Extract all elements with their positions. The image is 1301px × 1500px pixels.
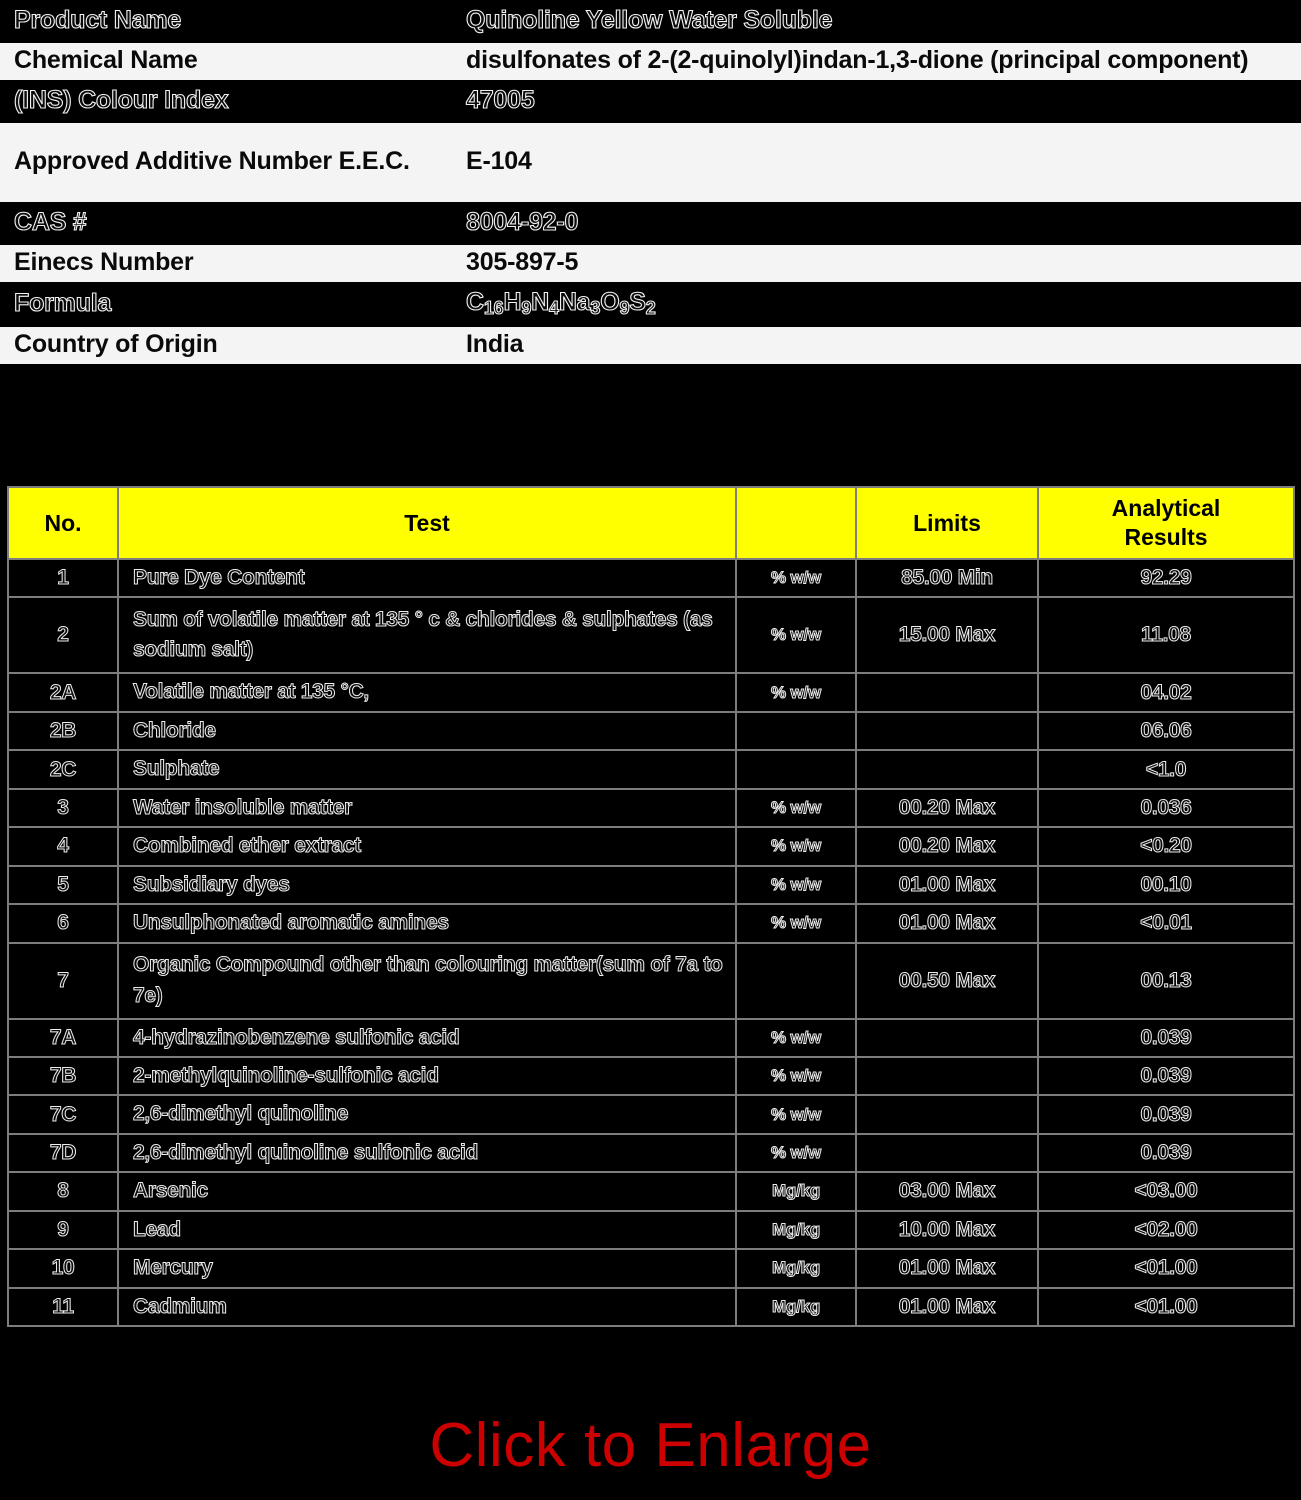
cell-limit [856, 673, 1038, 711]
spec-row [0, 325, 1301, 365]
cell-test: Sulphate [118, 750, 736, 788]
cell-test: Pure Dye Content [118, 559, 736, 597]
cell-result: <02.00 [1038, 1211, 1294, 1249]
cell-no: 7C [8, 1095, 118, 1133]
table-row [8, 1211, 1294, 1249]
column-header-test: Test [118, 487, 736, 559]
spec-row [0, 204, 1301, 244]
spec-label: Einecs Number [0, 244, 456, 284]
cell-test: Lead [118, 1211, 736, 1249]
cell-result: 0.039 [1038, 1095, 1294, 1133]
cell-test: 4-hydrazinobenzene sulfonic acid [118, 1019, 736, 1057]
spec-label: (INS) Colour Index [0, 82, 456, 122]
table-row [8, 1134, 1294, 1172]
cell-limit: 00.20 Max [856, 789, 1038, 827]
cell-limit [856, 1019, 1038, 1057]
cell-unit: % w/w [736, 904, 856, 942]
analytical-results-line-2: Results [1124, 524, 1208, 550]
cell-result: 0.039 [1038, 1019, 1294, 1057]
cell-result: 06.06 [1038, 712, 1294, 750]
cell-test: Subsidiary dyes [118, 866, 736, 904]
product-specification-table [0, 0, 1301, 367]
spec-value: 305-897-5 [456, 244, 1301, 284]
cell-limit: 00.20 Max [856, 827, 1038, 865]
cell-result: 0.039 [1038, 1057, 1294, 1095]
cell-test: Mercury [118, 1249, 736, 1287]
cell-no: 4 [8, 827, 118, 865]
formula-subscript: 3 [590, 297, 601, 318]
spec-label: Product Name [0, 2, 456, 42]
table-row [8, 1095, 1294, 1133]
cell-no: 2C [8, 750, 118, 788]
click-to-enlarge-label[interactable]: Click to Enlarge [429, 1411, 872, 1480]
column-header-limits: Limits [856, 487, 1038, 559]
cell-unit: % w/w [736, 1019, 856, 1057]
cell-limit [856, 1134, 1038, 1172]
column-header-analytical-results [1038, 487, 1294, 559]
cell-limit: 01.00 Max [856, 1249, 1038, 1287]
table-row [8, 673, 1294, 711]
formula-subscript: 9 [521, 297, 532, 318]
table-row [8, 866, 1294, 904]
cell-test: Unsulphonated aromatic amines [118, 904, 736, 942]
spec-label: Approved Additive Number E.E.C. [0, 122, 456, 204]
table-row [8, 943, 1294, 1019]
cell-test: 2,6-dimethyl quinoline sulfonic acid [118, 1134, 736, 1172]
table-row [8, 1019, 1294, 1057]
formula-element: S [629, 288, 646, 316]
cell-limit: 01.00 Max [856, 1288, 1038, 1326]
spec-label: Chemical Name [0, 42, 456, 82]
spec-value: India [456, 325, 1301, 365]
analytical-results-line-1: Analytical [1111, 495, 1221, 522]
formula-element: C [466, 288, 484, 316]
spec-label: Formula [0, 284, 456, 326]
table-row [8, 1249, 1294, 1287]
spec-row [0, 244, 1301, 284]
cell-unit: Mg/kg [736, 1172, 856, 1210]
cell-unit: Mg/kg [736, 1249, 856, 1287]
cell-no: 7D [8, 1134, 118, 1172]
cell-result: <01.00 [1038, 1249, 1294, 1287]
table-row [8, 1172, 1294, 1210]
cell-unit: % w/w [736, 673, 856, 711]
cell-test: Arsenic [118, 1172, 736, 1210]
formula-subscript: 4 [549, 297, 559, 318]
cell-unit [736, 750, 856, 788]
cell-test: Combined ether extract [118, 827, 736, 865]
formula-subscript: 9 [619, 297, 630, 318]
cell-test: Cadmium [118, 1288, 736, 1326]
column-header-no: No. [8, 487, 118, 559]
spec-value: 8004-92-0 [456, 204, 1301, 244]
formula-element: N [531, 288, 550, 316]
formula-element: Na [558, 288, 591, 316]
cell-no: 9 [8, 1211, 118, 1249]
spec-row [0, 82, 1301, 122]
analysis-table-head [8, 487, 1294, 559]
cell-test: Water insoluble matter [118, 789, 736, 827]
cell-limit: 10.00 Max [856, 1211, 1038, 1249]
spec-row [0, 122, 1301, 204]
cell-limit: 15.00 Max [856, 597, 1038, 673]
analysis-table-body [8, 559, 1294, 1326]
cell-unit: % w/w [736, 827, 856, 865]
table-row [8, 712, 1294, 750]
formula-subscript: 16 [483, 297, 504, 318]
spec-value-formula [456, 284, 1301, 326]
cell-test: Organic Compound other than colouring matter(sum of 7a to 7e) [118, 943, 736, 1019]
cell-unit: % w/w [736, 866, 856, 904]
cell-unit [736, 943, 856, 1019]
cell-no: 2B [8, 712, 118, 750]
cell-no: 1 [8, 559, 118, 597]
cell-unit: % w/w [736, 1057, 856, 1095]
cell-result: <03.00 [1038, 1172, 1294, 1210]
cell-unit: % w/w [736, 1134, 856, 1172]
spec-row [0, 284, 1301, 326]
cell-no: 7 [8, 943, 118, 1019]
spec-row [0, 42, 1301, 82]
table-row [8, 559, 1294, 597]
cell-result: <0.01 [1038, 904, 1294, 942]
cell-limit: 00.50 Max [856, 943, 1038, 1019]
cell-no: 3 [8, 789, 118, 827]
formula-element: O [600, 288, 620, 316]
cell-result: 0.039 [1038, 1134, 1294, 1172]
cell-result: 00.10 [1038, 866, 1294, 904]
cell-unit: % w/w [736, 789, 856, 827]
analysis-table-container [7, 486, 1295, 1327]
cell-unit: Mg/kg [736, 1211, 856, 1249]
cell-no: 2A [8, 673, 118, 711]
formula-element: H [503, 288, 522, 316]
cell-result: 04.02 [1038, 673, 1294, 711]
table-row [8, 904, 1294, 942]
cell-limit [856, 712, 1038, 750]
spec-row [0, 2, 1301, 42]
cell-result: <1.0 [1038, 750, 1294, 788]
cell-test: Chloride [118, 712, 736, 750]
cell-no: 10 [8, 1249, 118, 1287]
cell-limit [856, 1095, 1038, 1133]
cell-limit [856, 1057, 1038, 1095]
column-header-unit [736, 487, 856, 559]
spec-value: E-104 [456, 122, 1301, 204]
cell-result: 11.08 [1038, 597, 1294, 673]
cell-no: 5 [8, 866, 118, 904]
cell-limit: 01.00 Max [856, 866, 1038, 904]
cell-limit [856, 750, 1038, 788]
cell-result: <01.00 [1038, 1288, 1294, 1326]
product-specification-body [0, 2, 1301, 366]
cell-result: <0.20 [1038, 827, 1294, 865]
cell-test: Sum of volatile matter at 135 ° c & chlorides & sulphates (as sodium salt) [118, 597, 736, 673]
table-row [8, 1057, 1294, 1095]
cell-limit: 85.00 Min [856, 559, 1038, 597]
table-row [8, 789, 1294, 827]
cell-unit [736, 712, 856, 750]
spec-value: Quinoline Yellow Water Soluble [456, 2, 1301, 42]
cell-unit: % w/w [736, 559, 856, 597]
table-row [8, 750, 1294, 788]
cell-result: 92.29 [1038, 559, 1294, 597]
cell-result: 00.13 [1038, 943, 1294, 1019]
table-row [8, 827, 1294, 865]
spec-value: 47005 [456, 82, 1301, 122]
cell-test: Volatile matter at 135 °C, [118, 673, 736, 711]
cell-unit: Mg/kg [736, 1288, 856, 1326]
cell-no: 7B [8, 1057, 118, 1095]
table-row [8, 597, 1294, 673]
cell-test: 2,6-dimethyl quinoline [118, 1095, 736, 1133]
spec-label: Country of Origin [0, 325, 456, 365]
cell-unit: % w/w [736, 597, 856, 673]
spec-value: disulfonates of 2-(2-quinolyl)indan-1,3-dione (principal component) [456, 42, 1301, 82]
cell-no: 2 [8, 597, 118, 673]
cell-result: 0.036 [1038, 789, 1294, 827]
cell-no: 8 [8, 1172, 118, 1210]
cell-unit: % w/w [736, 1095, 856, 1133]
formula-subscript: 2 [645, 297, 656, 318]
table-row [8, 1288, 1294, 1326]
cell-limit: 03.00 Max [856, 1172, 1038, 1210]
analysis-header-row [8, 487, 1294, 559]
cell-no: 7A [8, 1019, 118, 1057]
cell-test: 2-methylquinoline-sulfonic acid [118, 1057, 736, 1095]
analysis-results-table [7, 486, 1295, 1327]
cell-no: 6 [8, 904, 118, 942]
cell-no: 11 [8, 1288, 118, 1326]
cell-limit: 01.00 Max [856, 904, 1038, 942]
spec-label: CAS # [0, 204, 456, 244]
